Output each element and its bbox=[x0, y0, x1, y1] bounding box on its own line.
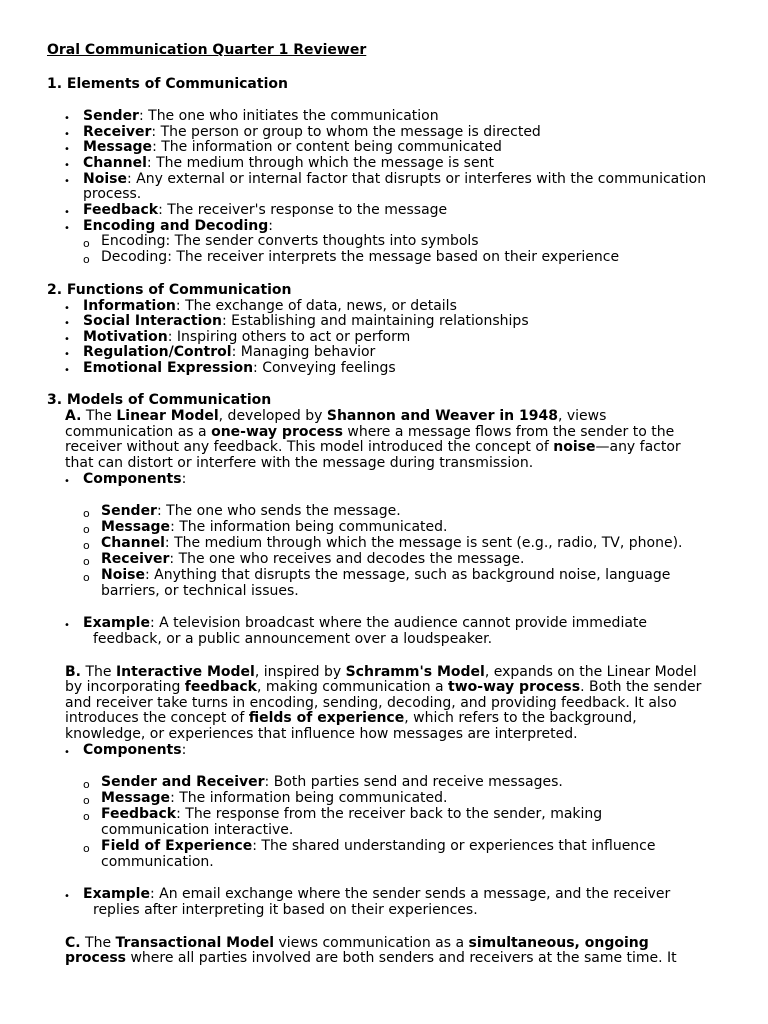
example-continuation: replies after interpreting it based on their experiences. bbox=[93, 902, 478, 918]
list-item: Receiver: The person or group to whom the message is directed bbox=[83, 124, 541, 140]
paragraph-line: introduces the concept of fields of experience, which refers to the background, bbox=[65, 710, 637, 726]
bullet-icon: • bbox=[64, 303, 70, 314]
sub-list-item-continuation: communication. bbox=[101, 854, 214, 870]
circle-bullet-icon: o bbox=[83, 523, 90, 536]
bullet-icon: • bbox=[64, 207, 70, 218]
sub-list-item: Decoding: The receiver interprets the message based on their experience bbox=[101, 249, 620, 265]
paragraph-line: B. The Interactive Model, inspired by Schramm's Model, expands on the Linear Model bbox=[65, 664, 697, 680]
paragraph-line: communication as a one-way process where a message flows from the sender to the bbox=[65, 424, 675, 440]
paragraph-line: that can distort or interfere with the message during transmission. bbox=[65, 455, 534, 471]
sub-list-item: Receiver: The one who receives and decodes the message. bbox=[101, 551, 525, 567]
sub-list-item: Feedback: The response from the receiver back to the sender, making bbox=[101, 806, 603, 822]
paragraph-line: A. The Linear Model, developed by Shannon and Weaver in 1948, views bbox=[65, 408, 607, 424]
circle-bullet-icon: o bbox=[83, 810, 90, 823]
example-continuation: feedback, or a public announcement over a loudspeaker. bbox=[93, 631, 493, 647]
bullet-icon: • bbox=[64, 223, 70, 234]
sub-list-item: Message: The information being communicated. bbox=[101, 790, 448, 806]
list-item: Sender: The one who initiates the communication bbox=[83, 108, 439, 124]
circle-bullet-icon: o bbox=[83, 253, 90, 266]
bullet-icon: • bbox=[64, 620, 70, 631]
bullet-icon: • bbox=[64, 476, 70, 487]
list-item-continuation: process. bbox=[83, 186, 142, 202]
list-item: Encoding and Decoding: bbox=[83, 218, 273, 234]
list-item: Motivation: Inspiring others to act or perform bbox=[83, 329, 411, 345]
circle-bullet-icon: o bbox=[83, 237, 90, 250]
paragraph-line: by incorporating feedback, making communication a two-way process. Both the sender bbox=[65, 679, 702, 695]
bullet-icon: • bbox=[64, 334, 70, 345]
section-3-heading: 3. Models of Communication bbox=[47, 392, 272, 408]
circle-bullet-icon: o bbox=[83, 794, 90, 807]
list-item: Components: bbox=[83, 742, 187, 758]
list-item: Information: The exchange of data, news, or details bbox=[83, 298, 457, 314]
sub-list-item: Message: The information being communicated. bbox=[101, 519, 448, 535]
circle-bullet-icon: o bbox=[83, 555, 90, 568]
bullet-icon: • bbox=[64, 113, 70, 124]
example-item: Example: A television broadcast where the audience cannot provide immediate bbox=[83, 615, 648, 631]
bullet-icon: • bbox=[64, 365, 70, 376]
bullet-icon: • bbox=[64, 318, 70, 329]
bullet-icon: • bbox=[64, 891, 70, 902]
paragraph-line: and receiver take turns in encoding, sending, decoding, and providing feedback. It also bbox=[65, 695, 677, 711]
circle-bullet-icon: o bbox=[83, 842, 90, 855]
list-item: Channel: The medium through which the message is sent bbox=[83, 155, 494, 171]
paragraph-line: receiver without any feedback. This model introduced the concept of noise—any factor bbox=[65, 439, 681, 455]
bullet-icon: • bbox=[64, 176, 70, 187]
circle-bullet-icon: o bbox=[83, 571, 90, 584]
sub-list-item: Sender: The one who sends the message. bbox=[101, 503, 401, 519]
list-item: Social Interaction: Establishing and maintaining relationships bbox=[83, 313, 529, 329]
list-item: Components: bbox=[83, 471, 187, 487]
bullet-icon: • bbox=[64, 160, 70, 171]
list-item: Emotional Expression: Conveying feelings bbox=[83, 360, 396, 376]
paragraph-line: process where all parties involved are both senders and receivers at the same time. It bbox=[65, 950, 677, 966]
bullet-icon: • bbox=[64, 129, 70, 140]
list-item: Regulation/Control: Managing behavior bbox=[83, 344, 376, 360]
paragraph-line: knowledge, or experiences that influence how messages are interpreted. bbox=[65, 726, 578, 742]
bullet-icon: • bbox=[64, 747, 70, 758]
bullet-icon: • bbox=[64, 144, 70, 155]
example-item: Example: An email exchange where the sender sends a message, and the receiver bbox=[83, 886, 671, 902]
list-item: Noise: Any external or internal factor that disrupts or interferes with the communication bbox=[83, 171, 707, 187]
circle-bullet-icon: o bbox=[83, 778, 90, 791]
circle-bullet-icon: o bbox=[83, 539, 90, 552]
sub-list-item: Encoding: The sender converts thoughts into symbols bbox=[101, 233, 479, 249]
section-2-heading: 2. Functions of Communication bbox=[47, 282, 292, 298]
sub-list-item: Sender and Receiver: Both parties send and receive messages. bbox=[101, 774, 563, 790]
paragraph-line: C. The Transactional Model views communication as a simultaneous, ongoing bbox=[65, 935, 649, 951]
sub-list-item: Channel: The medium through which the message is sent (e.g., radio, TV, phone). bbox=[101, 535, 683, 551]
sub-list-item: Field of Experience: The shared understanding or experiences that influence bbox=[101, 838, 656, 854]
list-item: Feedback: The receiver's response to the message bbox=[83, 202, 448, 218]
circle-bullet-icon: o bbox=[83, 507, 90, 520]
section-1-heading: 1. Elements of Communication bbox=[47, 76, 288, 92]
sub-list-item-continuation: barriers, or technical issues. bbox=[101, 583, 299, 599]
document-title: Oral Communication Quarter 1 Reviewer bbox=[47, 42, 367, 58]
sub-list-item-continuation: communication interactive. bbox=[101, 822, 294, 838]
sub-list-item: Noise: Anything that disrupts the message, such as background noise, language bbox=[101, 567, 671, 583]
bullet-icon: • bbox=[64, 349, 70, 360]
list-item: Message: The information or content being communicated bbox=[83, 139, 502, 155]
